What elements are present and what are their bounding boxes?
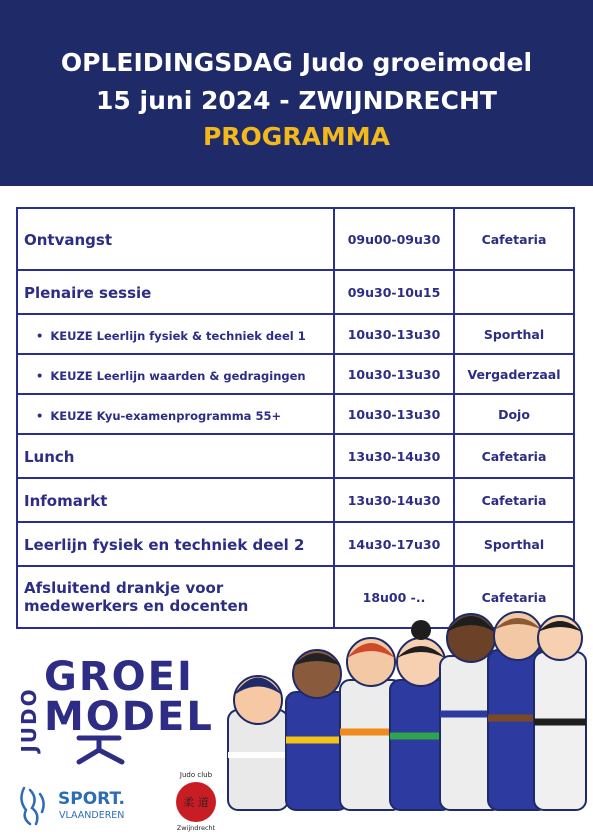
kid-white-gi-icon (228, 676, 288, 810)
bullet-icon: • (36, 368, 44, 383)
flemish-lion-icon (21, 788, 43, 824)
logo-judo-text: JUDO (17, 687, 41, 753)
activity-location: Sporthal (454, 314, 574, 354)
vlaanderen-text: VLAANDEREN (59, 810, 125, 821)
activity-time: 10u30-13u30 (334, 354, 454, 394)
activity-location (454, 270, 574, 314)
event-date-location: 15 juni 2024 - ZWIJNDRECHT (96, 86, 497, 115)
club-kanji-text: 柔 道 (183, 796, 209, 809)
activity-location: Cafetaria (454, 208, 574, 270)
activity-time: 13u30-14u30 (334, 434, 454, 478)
sport-vlaanderen-logo (14, 780, 164, 830)
table-row (17, 208, 574, 270)
activity-time: 18u00 -.. (334, 566, 454, 628)
table-row (17, 478, 574, 522)
sport-text: SPORT. (58, 789, 125, 809)
activity-name-line2: medewerkers en docenten (24, 597, 249, 615)
activity-time: 09u00-09u30 (334, 208, 454, 270)
activity-time: 10u30-13u30 (334, 394, 454, 434)
table-row (17, 314, 574, 354)
judo-groeimodel-logo (14, 650, 219, 765)
bullet-icon: • (36, 408, 44, 423)
header-banner (0, 0, 593, 186)
logo-model-text: MODEL (44, 694, 214, 740)
activity-time: 14u30-17u30 (334, 522, 454, 566)
event-title: OPLEIDINGSDAG Judo groeimodel (60, 48, 533, 77)
activity-location: Cafetaria (454, 434, 574, 478)
kid-white-gi-black-belt-icon (534, 616, 586, 810)
activity-name: Ontvangst (24, 230, 113, 249)
activity-name: Infomarkt (24, 491, 108, 510)
judoka-kids-illustration (218, 600, 588, 815)
activity-time: 10u30-13u30 (334, 314, 454, 354)
activity-name: Plenaire sessie (24, 283, 152, 302)
judoka-pictogram-icon (79, 738, 122, 762)
program-table (16, 207, 575, 629)
bullet-icon: • (36, 328, 44, 343)
table-row (17, 522, 574, 566)
program-heading: PROGRAMMA (202, 122, 391, 151)
activity-name-line1: Afsluitend drankje voor (24, 579, 224, 597)
activity-location: Vergaderzaal (454, 354, 574, 394)
activity-location: Sporthal (454, 522, 574, 566)
kid-blue-gi-yellow-belt-icon (286, 650, 348, 810)
activity-name: KEUZE Leerlijn waarden & gedragingen (50, 368, 306, 383)
activity-time: 09u30-10u15 (334, 270, 454, 314)
activity-name: Lunch (24, 447, 75, 466)
club-bottom-text: Zwijndrecht (176, 824, 216, 832)
activity-location: Cafetaria (454, 566, 574, 628)
judo-club-zwijndrecht-logo (166, 768, 226, 833)
activity-name: Leerlijn fysiek en techniek deel 2 (24, 535, 305, 554)
table-row (17, 354, 574, 394)
activity-time: 13u30-14u30 (334, 478, 454, 522)
activity-name: KEUZE Leerlijn fysiek & techniek deel 1 (50, 328, 306, 343)
table-row (17, 394, 574, 434)
table-row (17, 434, 574, 478)
table-row (17, 270, 574, 314)
activity-location: Cafetaria (454, 478, 574, 522)
activity-name: KEUZE Kyu-examenprogramma 55+ (50, 408, 282, 423)
activity-location: Dojo (454, 394, 574, 434)
club-top-text: Judo club (179, 771, 213, 779)
logo-groei-text: GROEI (44, 654, 194, 700)
